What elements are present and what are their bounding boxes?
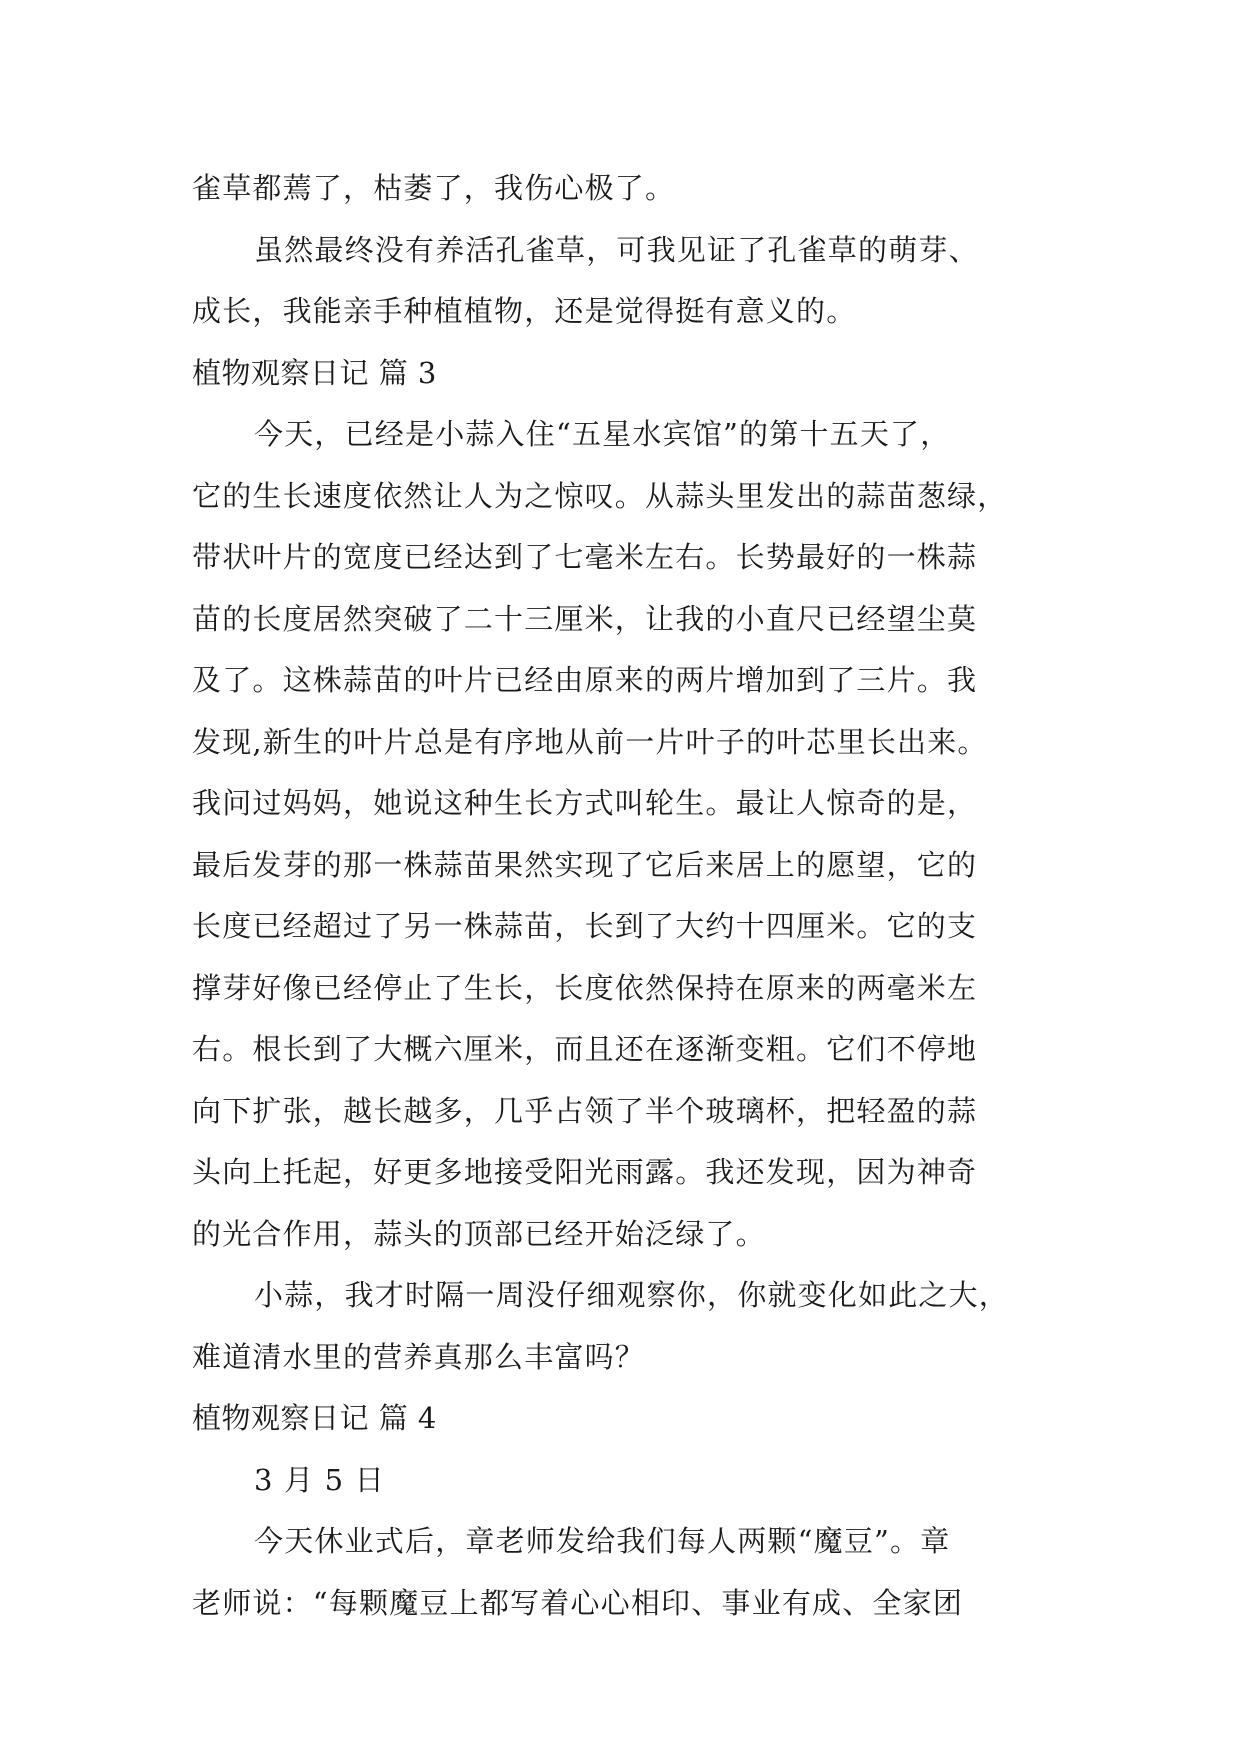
text-line: 今天休业式后，章老师发给我们每人两颗“魔豆”。章 [254, 1524, 951, 1558]
text-line: 右。根长到了大概六厘米，而且还在逐渐变粗。它们不停地 [192, 1032, 978, 1066]
text-line: 长度已经超过了另一株蒜苗，长到了大约十四厘米。它的支 [192, 909, 978, 943]
text-line: 难道清水里的营养真那么丰富吗？ [192, 1339, 646, 1374]
text-line: 我问过妈妈，她说这种生长方式叫轮生。最让人惊奇的是， [192, 786, 978, 820]
text-line: 今天，已经是小蒜入住“五星水宾馆”的第十五天了， [254, 417, 951, 451]
text-line: 苗的长度居然突破了二十三厘米，让我的小直尺已经望尘莫 [192, 601, 978, 636]
text-line: 及了。这株蒜苗的叶片已经由原来的两片增加到了三片。我 [192, 663, 978, 697]
text-line: 最后发芽的那一株蒜苗果然实现了它后来居上的愿望，它的 [192, 847, 978, 882]
section-heading: 植物观察日记 篇 4 [192, 1401, 437, 1435]
text-line: 撑芽好像已经停止了生长，长度依然保持在原来的两毫米左 [192, 970, 978, 1005]
text-line: 成长，我能亲手种植植物，还是觉得挺有意义的。 [192, 294, 857, 328]
date-line: 3 月 5 日 [254, 1462, 385, 1497]
text-line: 的光合作用，蒜头的顶部已经开始泛绿了。 [192, 1216, 766, 1251]
document-page [192, 158, 1062, 1634]
text-line: 向下扩张，越长越多，几乎占领了半个玻璃杯，把轻盈的蒜 [192, 1093, 978, 1128]
text-line: 小蒜，我才时隔一周没仔细观察你，你就变化如此之大， [254, 1278, 1010, 1312]
text-line: 虽然最终没有养活孔雀草，可我见证了孔雀草的萌芽、 [254, 232, 979, 267]
text-line: 头向上托起，好更多地接受阳光雨露。我还发现，因为神奇 [192, 1155, 978, 1189]
text-line: 老师说：“每颗魔豆上都写着心心相印、事业有成、全家团 [192, 1585, 964, 1620]
text-line: 发现,新生的叶片总是有序地从前一片叶子的叶芯里长出来。 [192, 724, 988, 759]
text-line: 它的生长速度依然让人为之惊叹。从蒜头里发出的蒜苗葱绿， [192, 478, 1008, 513]
text-line: 带状叶片的宽度已经达到了七毫米左右。长势最好的一株蒜 [192, 540, 978, 574]
section-heading: 植物观察日记 篇 3 [192, 355, 437, 390]
text-line: 雀草都蔫了，枯萎了，我伤心极了。 [192, 171, 676, 205]
